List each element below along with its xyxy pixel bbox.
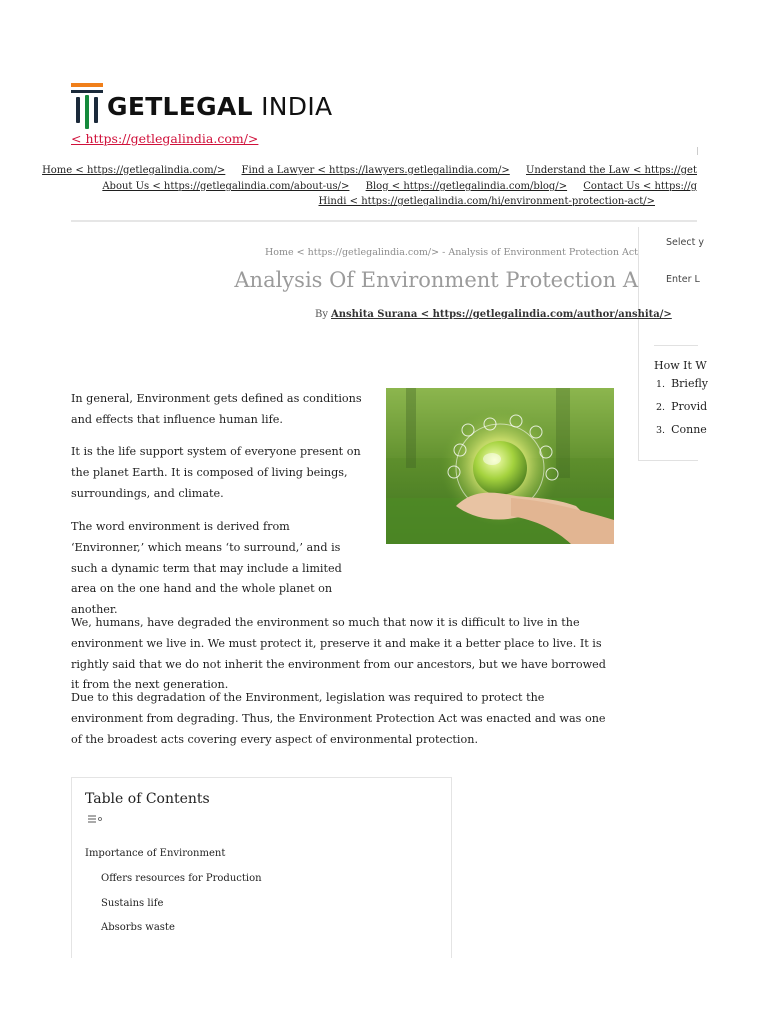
nav-edge-divider xyxy=(697,147,698,155)
select-service-field[interactable]: Select y xyxy=(666,237,704,248)
step-item: 1. Briefly xyxy=(656,377,708,390)
toc-link-sustains-life[interactable]: Sustains life xyxy=(101,898,164,909)
table-of-contents xyxy=(71,777,452,958)
article-paragraph: The word environment is derived from ‘Environner,’ which means ‘to surround,’ and is such a dynamic term that may include a limited area on the one hand and the whole planet on another. xyxy=(71,520,342,617)
nav-contact-link[interactable]: Contact Us < https://g xyxy=(583,181,697,192)
main-nav-row-2 xyxy=(0,181,697,192)
toc-title: Table of Contents xyxy=(85,791,210,807)
toc-link-absorbs-waste[interactable]: Absorbs waste xyxy=(101,922,175,933)
toc-link-resources[interactable]: Offers resources for Production xyxy=(101,873,262,884)
list-toggle-icon[interactable] xyxy=(87,814,103,824)
enter-location-field[interactable]: Enter L xyxy=(666,274,700,285)
article-paragraph: It is the life support system of everyone present on the planet Earth. It is composed of living beings, surroundings, and climate. xyxy=(71,445,361,500)
by-label: By xyxy=(315,309,328,320)
article-paragraph: In general, Environment gets defined as conditions and effects that influence human life. xyxy=(71,392,362,426)
logo-wordmark: GETLEGAL INDIA xyxy=(107,91,333,121)
pillars-logo-icon xyxy=(71,81,103,131)
author-link[interactable]: Anshita Surana < https://getlegalindia.com/author/anshita/> xyxy=(331,309,672,320)
sidebar-divider xyxy=(654,345,698,346)
main-nav-row-3 xyxy=(0,196,655,207)
nav-understand-law-link[interactable]: Understand the Law < https://get xyxy=(525,165,697,176)
nav-about-link[interactable]: About Us < https://getlegalindia.com/about-us/> xyxy=(102,181,350,192)
nav-hindi-link[interactable]: Hindi < https://getlegalindia.com/hi/environment-protection-act/> xyxy=(318,196,655,207)
page-title: Analysis Of Environment Protection A xyxy=(234,268,638,292)
toc-link-importance[interactable]: Importance of Environment xyxy=(85,848,226,859)
lead-form-sidebar xyxy=(638,227,708,461)
breadcrumb[interactable]: Home < https://getlegalindia.com/> - Analysis of Environment Protection Act xyxy=(265,247,638,258)
home-url-link[interactable]: < https://getlegalindia.com/> xyxy=(71,131,259,146)
site-logo[interactable] xyxy=(71,80,332,132)
header-divider xyxy=(71,220,697,222)
article-paragraph: We, humans, have degraded the environment so much that now it is difficult to live in the environment we live in. We must protect it, preserve it and make it a better place to live. It is rightly said that we do not inherit the environment from our ancestors, but we have borrowed it from the next generation. xyxy=(71,616,606,692)
author-byline xyxy=(310,308,672,321)
nav-find-lawyer-link[interactable]: Find a Lawyer < https://lawyers.getlegalindia.com/> xyxy=(241,165,510,176)
article-paragraph: Due to this degradation of the Environment, legislation was required to protect the environment from degrading. Thus, the Environment Protection Act was enacted and was one of the broadest acts covering every aspect of environmental protection. xyxy=(71,691,606,746)
how-it-works-steps xyxy=(656,377,708,446)
nav-home-link[interactable]: Home < https://getlegalindia.com/> xyxy=(42,165,226,176)
step-item: 3. Conne xyxy=(656,423,707,436)
how-it-works-title: How It W xyxy=(654,359,707,372)
nav-blog-link[interactable]: Blog < https://getlegalindia.com/blog/> xyxy=(365,181,568,192)
main-nav-row-1 xyxy=(0,165,697,176)
environment-hand-globe-image xyxy=(386,388,614,544)
step-item: 2. Provid xyxy=(656,400,708,413)
